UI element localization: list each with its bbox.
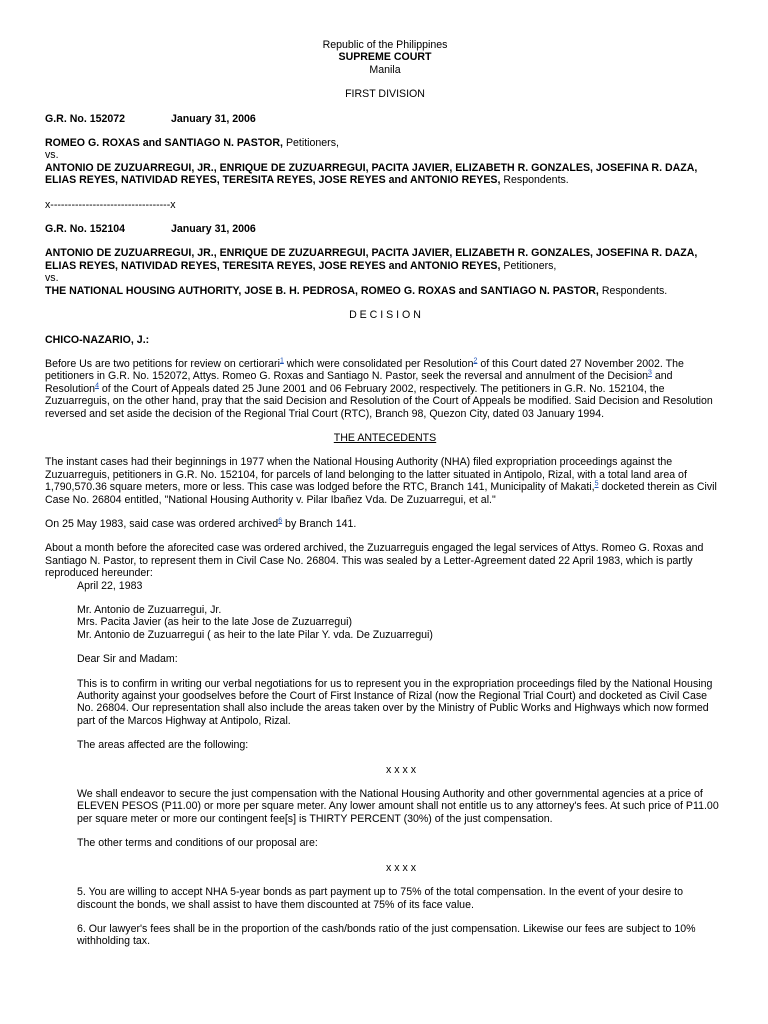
- footnote-link-6[interactable]: 6: [278, 517, 283, 525]
- case2-vs: vs.: [45, 272, 59, 285]
- antecedents-heading: THE ANTECEDENTS: [333, 431, 437, 444]
- footnote-link-2[interactable]: 2: [473, 357, 478, 365]
- footnote-link-4[interactable]: 4: [95, 382, 99, 390]
- case2-respondents-role: Respondents.: [598, 284, 668, 297]
- paragraph-4: About a month before the aforecited case was ordered archived, the Zuzuarreguis engaged the legal services of Attys. Romeo G. Roxas and Santiago N. Pastor, to represent them in Civil Case No. 26804. This was sealed by a Letter-Agreement dated 22 April 1983, which is partly reproduced hereunder:: [45, 542, 704, 580]
- paragraph-3: [45, 518, 725, 530]
- case1-respondents-role: Respondents.: [500, 174, 569, 187]
- case2-petitioners-names: ANTONIO DE ZUZUARREGUI, JR., ENRIQUE DE ZUZUARREGUI, PACITA JAVIER, ELIZABETH R. GONZALES, JOSEFINA R. DAZA, ELIAS REYES, NATIVIDAD REYES, TERESITA REYES, JOSE REYES and ANTONIO REYES,: [45, 247, 698, 272]
- letter-date: April 22, 1983: [77, 579, 143, 592]
- para2-text-2: docketed therein as Civil Case No. 26804 entitled, "National Housing Authority v. Pilar Ibañez Vda. De Zuzuarregui, et al.": [45, 481, 717, 506]
- case1-respondents-names: ANTONIO DE ZUZUARREGUI, JR., ENRIQUE DE ZUZUARREGUI, PACITA JAVIER, ELIZABETH R. GONZALES, JOSEFINA R. DAZA, ELIAS REYES, NATIVIDAD REYES, TERESITA REYES, JOSE REYES and ANTONIO REYES,: [45, 161, 698, 187]
- footnote-link-1[interactable]: 1: [279, 357, 284, 365]
- case1-respondents: [45, 162, 725, 187]
- case2-date: January 31, 2006: [171, 223, 256, 236]
- division-heading: FIRST DIVISION: [345, 88, 425, 101]
- letter-paragraph-4: The other terms and conditions of our proposal are:: [77, 837, 318, 850]
- case2-heading: [45, 223, 725, 235]
- document-page: [45, 39, 725, 948]
- case2-petitioners-role: Petitioners,: [500, 259, 557, 272]
- para1-text-3: of this Court dated 27 November 2002. The petitioners in G.R. No. 152072, Attys. Romeo G. Roxas and Santiago N. Pastor, seek the reversal and annulment of the Decision: [45, 357, 684, 383]
- para2-text-1: The instant cases had their beginnings in 1977 when the National Housing Authority (NHA) filed expropriation proceedings against the Zuzuarreguis, petitioners in G.R. No. 152104, for parcels of land belonging to the latter situated in Antipolo, Rizal, with a total land area of 1,790,570.36 square meters, more or less. This case was lodged before the RTC, Branch 141, Municipality of Makati,: [45, 456, 687, 494]
- case2-respondents-names: THE NATIONAL HOUSING AUTHORITY, JOSE B. H. PEDROSA, ROMEO G. ROXAS and SANTIAGO N. PASTOR,: [45, 284, 599, 297]
- case2-grno: G.R. No. 152104: [45, 223, 126, 236]
- letter-addressees: [77, 604, 725, 641]
- case2-petitioners: [45, 247, 725, 272]
- case1-petitioners: [45, 137, 725, 149]
- para1-text-2: which were consolidated per Resolution: [283, 357, 474, 370]
- court-name: SUPREME COURT: [338, 51, 432, 64]
- case-separator: x----------------------------------x: [45, 198, 176, 211]
- republic-line: Republic of the Philippines: [322, 39, 448, 51]
- case1-petitioners-names: ROMEO G. ROXAS and SANTIAGO N. PASTOR,: [45, 137, 283, 150]
- footnote-link-3[interactable]: 3: [648, 369, 652, 377]
- letter-ellipsis-2: x x x x: [385, 861, 417, 874]
- court-header: [45, 39, 725, 76]
- paragraph-2: [45, 456, 725, 506]
- letter-quote: [77, 580, 725, 948]
- letter-paragraph-5: 5. You are willing to accept NHA 5-year bonds as part payment up to 75% of the total compensation. In the event of your desire to discount the bonds, we shall assist to have them discounted at 75% of its face value.: [77, 886, 683, 911]
- case1-parties: [45, 137, 725, 187]
- footnote-link-5[interactable]: 5: [594, 480, 599, 488]
- letter-ellipsis-1: x x x x: [385, 763, 417, 776]
- case1-grno: G.R. No. 152072: [45, 112, 126, 125]
- letter-addressee-2: Mrs. Pacita Javier (as heir to the late Jose de Zuzuarregui): [77, 616, 352, 629]
- para1-text-4: and Resolution: [45, 370, 673, 395]
- letter-paragraph-6: 6. Our lawyer's fees shall be in the proportion of the cash/bonds ratio of the just compensation. Likewise our fees are subject to 10% withholding tax.: [77, 922, 696, 948]
- letter-paragraph-1: This is to confirm in writing our verbal negotiations for us to represent you in the expropriation proceedings filed by the National Housing Authority against your goodselves before the Court of First Instance of Rizal (now the Regional Trial Court) and docketed as Civil Case No. 26804. Our representation shall also include the areas taken over by the Ministry of Public Works and Highways which now formed part of the Marcos Highway at Antipolo, Rizal.: [77, 677, 713, 727]
- letter-addressee-3: Mr. Antonio de Zuzuarregui ( as heir to the late Pilar Y. vda. De Zuzuarregui): [77, 628, 433, 641]
- ponente: CHICO-NAZARIO, J.:: [45, 333, 150, 346]
- letter-paragraph-3: We shall endeavor to secure the just compensation with the National Housing Authority and other governmental agencies at a price of ELEVEN PESOS (P11.00) or more per square meter. Any lower amount shall not entitle us to any attorney's fees. At such price of P11.00 per square meter or more our contingent fee[s] is THIRTY PERCENT (30%) of the just compensation.: [77, 788, 719, 825]
- letter-paragraph-2: The areas affected are the following:: [77, 739, 249, 752]
- case1-date: January 31, 2006: [171, 112, 256, 125]
- case2-parties: [45, 247, 725, 297]
- court-city: Manila: [369, 63, 401, 76]
- letter-salutation: Dear Sir and Madam:: [77, 653, 178, 666]
- para1-text-5: of the Court of Appeals dated 25 June 2001 and 06 February 2002, respectively. The petitioners in G.R. No. 152104, the Zuzuarreguis, on the other hand, pray that the said Decision and Resolution of the Court of Appeals be modified. Said Decision and Resolution reversed and set aside the decision of the Regional Trial Court (RTC), Branch 98, Quezon City, dated 03 January 1994.: [45, 382, 713, 420]
- case1-heading: [45, 113, 725, 125]
- letter-addressee-1: Mr. Antonio de Zuzuarregui, Jr.: [77, 604, 222, 616]
- case1-petitioners-role: Petitioners,: [283, 137, 339, 150]
- case2-respondents: [45, 285, 725, 297]
- para3-text-2: by Branch 141.: [282, 517, 357, 530]
- para1-text-1: Before Us are two petitions for review on certiorari: [45, 357, 280, 370]
- case1-vs: vs.: [45, 149, 59, 162]
- para3-text-1: On 25 May 1983, said case was ordered archived: [45, 517, 279, 530]
- decision-title: D E C I S I O N: [349, 309, 421, 322]
- paragraph-1: [45, 358, 725, 420]
